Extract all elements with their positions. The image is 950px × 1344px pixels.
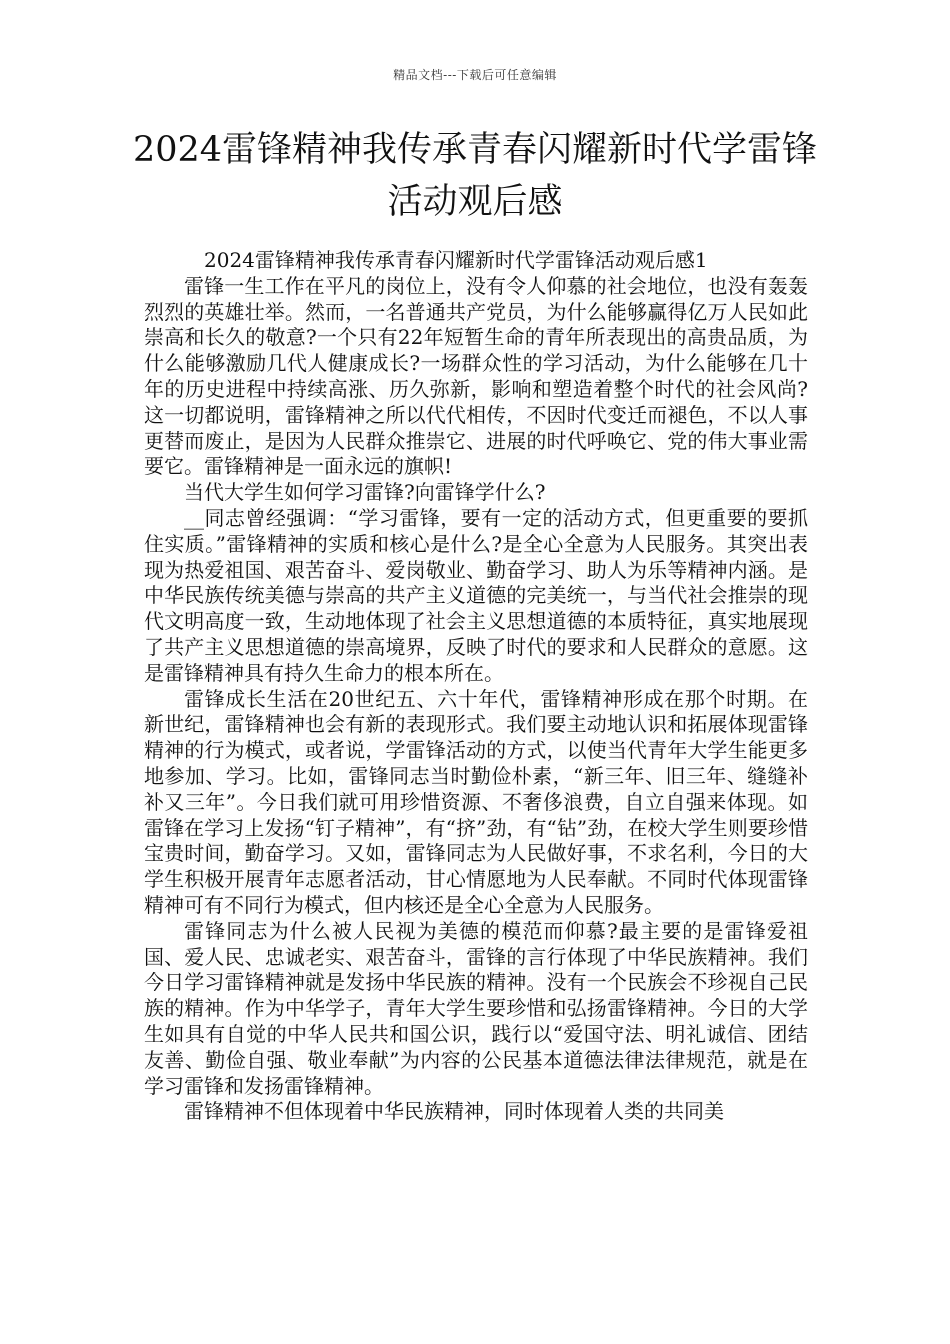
paragraph: 当代大学生如何学习雷锋?向雷锋学什么? [184, 480, 546, 505]
document-body [144, 248, 808, 1125]
paragraph: __同志曾经强调：“学习雷锋，要有一定的活动方式，但更重要的要抓住实质。”雷锋精神的实质和核心是什么?是全心全意为人民服务。其突出表现为热爱祖国、艰苦奋斗、爱岗敬业、勤奋学习、助人为乐等精神内涵。是中华民族传统美德与崇高的共产主义道德的完美统一，与当代社会推崇的现代文明高度一致，生动地体现了社会主义思想道德的本质特征，真实地展现了共产主义思想道德的崇高境界，反映了时代的要求和人民群众的意愿。这是雷锋精神具有持久生命力的根本所在。 [144, 505, 808, 685]
section-subtitle: 2024雷锋精神我传承青春闪耀新时代学雷锋活动观后感1 [204, 248, 708, 272]
paragraph: 雷锋一生工作在平凡的岗位上，没有令人仰慕的社会地位，也没有轰轰烈烈的英雄壮举。然而，一名普通共产党员，为什么能够赢得亿万人民如此崇高和长久的敬意?一个只有22年短暂生命的青年所表现出的高贵品质，为什么能够激励几代人健康成长?一场群众性的学习活动，为什么能够在几十年的历史进程中持续高涨、历久弥新，影响和塑造着整个时代的社会风尚?这一切都说明，雷锋精神之所以代代相传，不因时代变迁而褪色，不以人事更替而废止，是因为人民群众推崇它、进展的时代呼唤它、党的伟大事业需要它。雷锋精神是一面永远的旗帜! [144, 273, 808, 479]
paragraph: 雷锋成长生活在20世纪五、六十年代，雷锋精神形成在那个时期。在新世纪，雷锋精神也会有新的表现形式。我们要主动地认识和拓展体现雷锋精神的行为模式，或者说，学雷锋活动的方式，以使当代青年大学生能更多地参加、学习。比如，雷锋同志当时勤俭朴素，“新三年、旧三年、缝缝补补又三年”。今日我们就可用珍惜资源、不奢侈浪费，自立自强来体现。如雷锋在学习上发扬“钉子精神”，有“挤”劲，有“钻”劲，在校大学生则要珍惜宝贵时间，勤奋学习。又如，雷锋同志为人民做好事，不求名利，今日的大学生积极开展青年志愿者活动，甘心情愿地为人民奉献。不同时代体现雷锋精神可有不同行为模式，但内核还是全心全意为人民服务。 [144, 686, 808, 917]
header-note: 精品文档---下载后可任意编辑 [393, 68, 557, 82]
paragraph: 雷锋同志为什么被人民视为美德的模范而仰慕?最主要的是雷锋爱祖国、爱人民、忠诚老实、艰苦奋斗，雷锋的言行体现了中华民族精神。我们今日学习雷锋精神就是发扬中华民族的精神。没有一个民族会不珍视自己民族的精神。作为中华学子，青年大学生要珍惜和弘扬雷锋精神。今日的大学生如具有自觉的中华人民共和国公识，践行以“爱国守法、明礼诚信、团结友善、勤俭自强、敬业奉献”为内容的公民基本道德法律法律规范，就是在学习雷锋和发扬雷锋精神。 [144, 918, 808, 1098]
paragraph: 雷锋精神不但体现着中华民族精神，同时体现着人类的共同美 [184, 1099, 724, 1124]
document-title: 2024雷锋精神我传承青春闪耀新时代学雷锋活动观后感 [132, 130, 818, 222]
